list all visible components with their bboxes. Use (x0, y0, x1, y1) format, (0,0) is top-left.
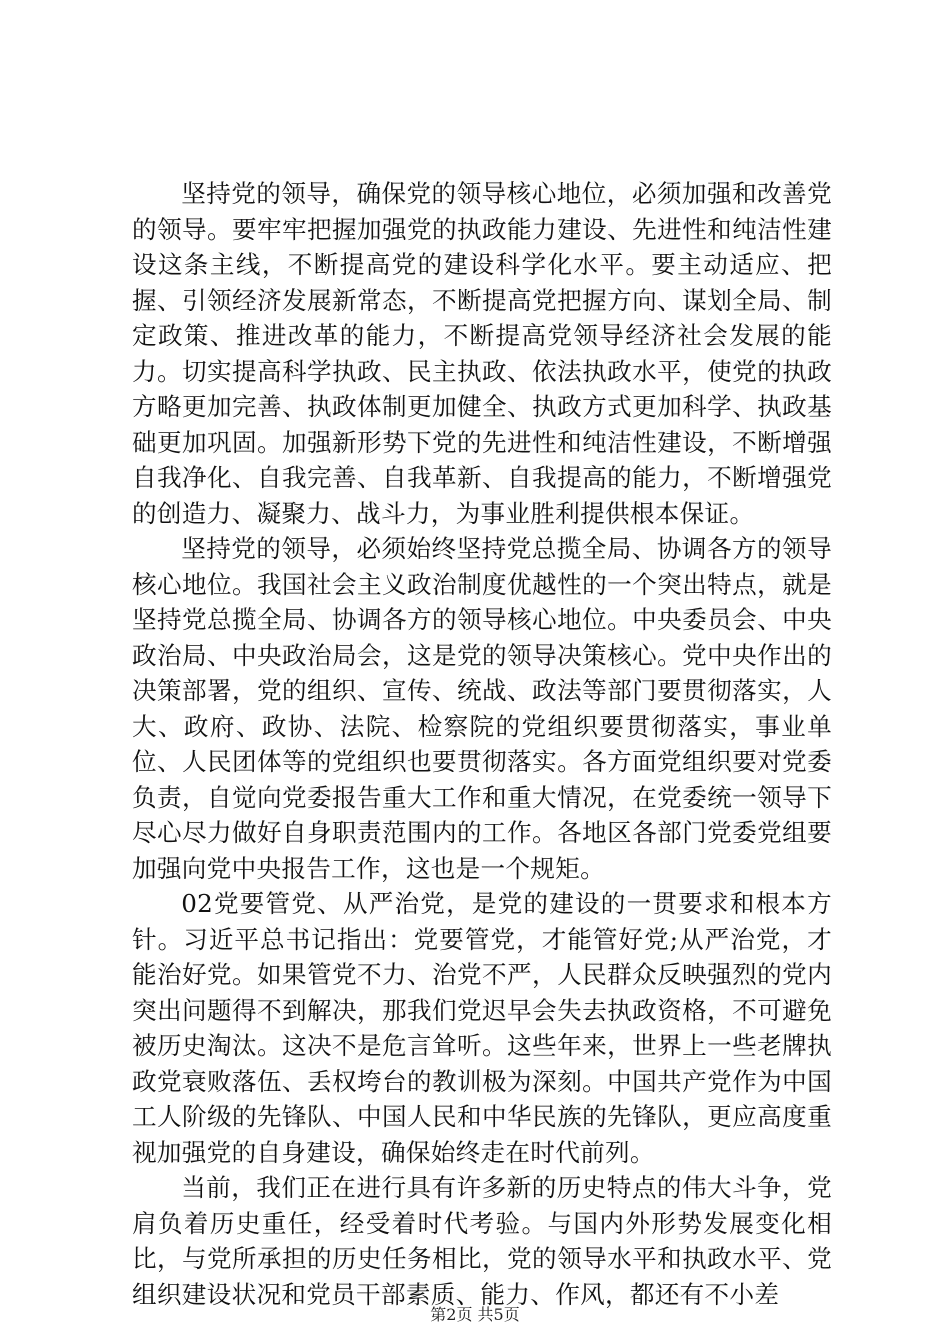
paragraph-1: 坚持党的领导，确保党的领导核心地位，必须加强和改善党的领导。要牢牢把握加强党的执政能力建设、先进性和纯洁性建设这条主线，不断提高党的建设科学化水平。要主动适应、把握、引领经济发展新常态，不断提高党把握方向、谋划全局、制定政策、推进改革的能力，不断提高党领导经济社会发展的能力。切实提高科学执政、民主执政、依法执政水平，使党的执政方略更加完善、执政体制更加健全、执政方式更加科学、执政基础更加巩固。加强新形势下党的先进性和纯洁性建设，不断增强自我净化、自我完善、自我革新、自我提高的能力，不断增强党的创造力、凝聚力、战斗力，为事业胜利提供根本保证。 (132, 179, 832, 528)
document-body (132, 176, 832, 1312)
page-footer (0, 1305, 950, 1325)
paragraph-3: 02党要管党、从严治党，是党的建设的一贯要求和根本方针。习近平总书记指出：党要管党，才能管好党;从严治党，才能治好党。如果管党不力、治党不严，人民群众反映强烈的党内突出问题得不到解决，那我们党迟早会失去执政资格，不可避免被历史淘汰。这决不是危言耸听。这些年来，世界上一些老牌执政党衰败落伍、丢权垮台的教训极为深刻。中国共产党作为中国工人阶级的先锋队、中国人民和中华民族的先锋队，更应高度重视加强党的自身建设，确保始终走在时代前列。 (132, 889, 832, 1167)
page-indicator: 第2页 共5页 (430, 1305, 520, 1324)
paragraph-4: 当前，我们正在进行具有许多新的历史特点的伟大斗争，党肩负着历史重任，经受着时代考验。与国内外形势发展变化相比，与党所承担的历史任务相比，党的领导水平和执政水平、党组织建设状况和党员干部素质、能力、作风，都还有不小差 (132, 1173, 832, 1309)
paragraph-2: 坚持党的领导，必须始终坚持党总揽全局、协调各方的领导核心地位。我国社会主义政治制度优越性的一个突出特点，就是坚持党总揽全局、协调各方的领导核心地位。中央委员会、中央政治局、中央政治局会，这是党的领导决策核心。党中央作出的决策部署，党的组织、宣传、统战、政法等部门要贯彻落实，人大、政府、政协、法院、检察院的党组织要贯彻落实，事业单位、人民团体等的党组织也要贯彻落实。各方面党组织要对党委负责，自觉向党委报告重大工作和重大情况，在党委统一领导下尽心尽力做好自身职责范围内的工作。各地区各部门党委党组要加强向党中央报告工作，这也是一个规矩。 (132, 534, 832, 883)
